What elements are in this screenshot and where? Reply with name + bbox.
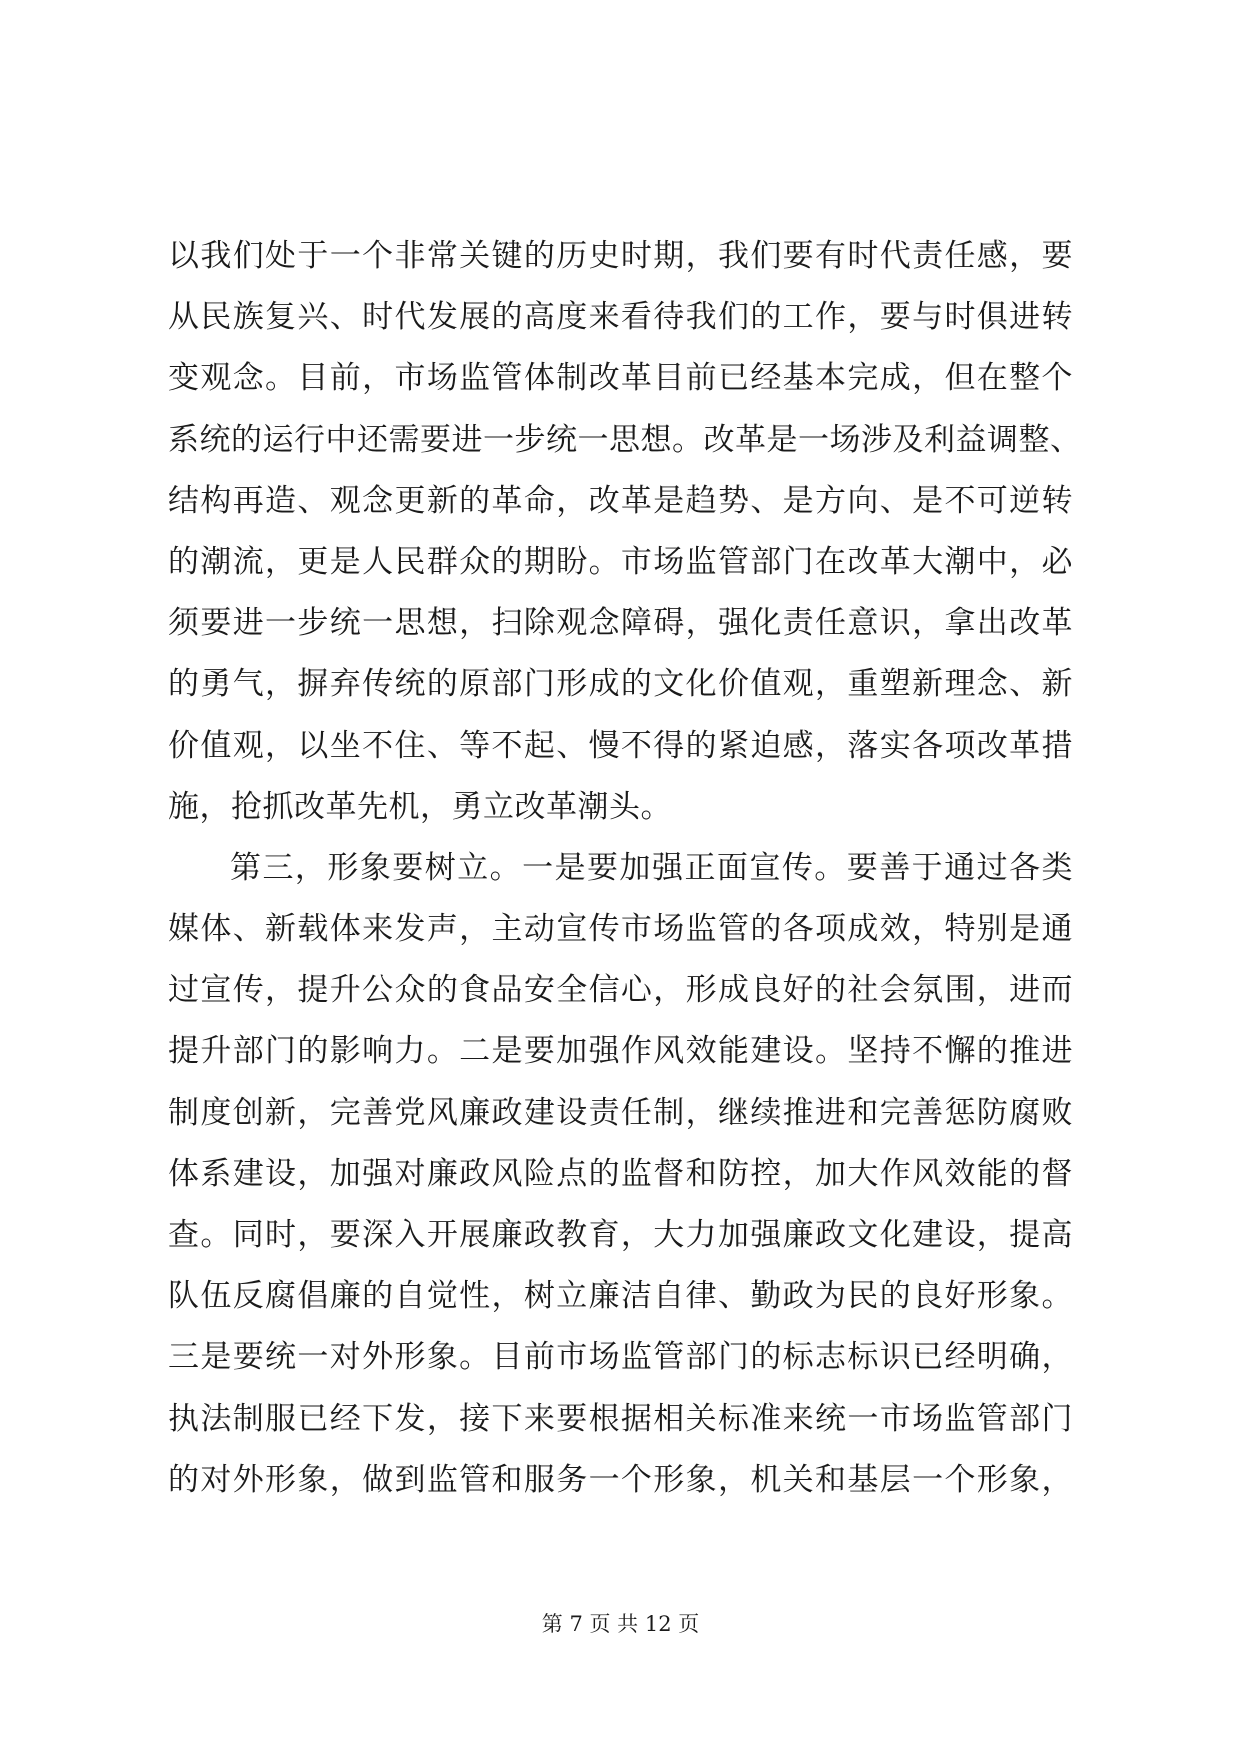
body-text: [168, 226, 1082, 1511]
text-line: 须要进一步统一思想，扫除观念障碍，强化责任意识，拿出改革: [168, 605, 1073, 642]
text-line: 价值观，以坐不住、等不起、慢不得的紧迫感，落实各项改革措: [168, 727, 1073, 764]
text-line: 施，抢抓改革先机，勇立改革潮头。: [168, 788, 672, 825]
text-line: 变观念。目前，市场监管体制改革目前已经基本完成，但在整个: [168, 360, 1073, 397]
text-line: 以我们处于一个非常关键的历史时期，我们要有时代责任感，要: [168, 238, 1073, 274]
text-line: 查。同时，要深入开展廉政教育，大力加强廉政文化建设，提高: [168, 1217, 1073, 1253]
text-line: 执法制服已经下发，接下来要根据相关标准来统一市场监管部门: [168, 1400, 1073, 1437]
text-line: 的勇气，摒弃传统的原部门形成的文化价值观，重塑新理念、新: [168, 666, 1073, 703]
text-line: 体系建设，加强对廉政风险点的监督和防控，加大作风效能的督: [168, 1155, 1073, 1192]
text-line: 提升部门的影响力。二是要加强作风效能建设。坚持不懈的推进: [168, 1033, 1073, 1070]
text-line: 过宣传，提升公众的食品安全信心，形成良好的社会氛围，进而: [168, 972, 1073, 1009]
text-line: 媒体、新载体来发声，主动宣传市场监管的各项成效，特别是通: [168, 911, 1073, 948]
text-line: 三是要统一对外形象。目前市场监管部门的标志标识已经明确，: [168, 1339, 1073, 1376]
text-line: 的对外形象，做到监管和服务一个形象，机关和基层一个形象，: [168, 1461, 1073, 1498]
page-number-footer: 第 7 页 共 12 页: [541, 1612, 700, 1636]
text-line: 系统的运行中还需要进一步统一思想。改革是一场涉及利益调整、: [168, 421, 1082, 458]
text-line: 制度创新，完善党风廉政建设责任制，继续推进和完善惩防腐败: [168, 1094, 1073, 1131]
paragraph-start-line: 第三，形象要树立。一是要加强正面宣传。要善于通过各类: [230, 849, 1073, 886]
text-line: 从民族复兴、时代发展的高度来看待我们的工作，要与时俱进转: [168, 299, 1073, 336]
text-line: 结构再造、观念更新的革命，改革是趋势、是方向、是不可逆转: [168, 482, 1073, 519]
text-line: 的潮流，更是人民群众的期盼。市场监管部门在改革大潮中，必: [168, 543, 1073, 580]
text-line: 队伍反腐倡廉的自觉性，树立廉洁自律、勤政为民的良好形象。: [168, 1278, 1073, 1315]
